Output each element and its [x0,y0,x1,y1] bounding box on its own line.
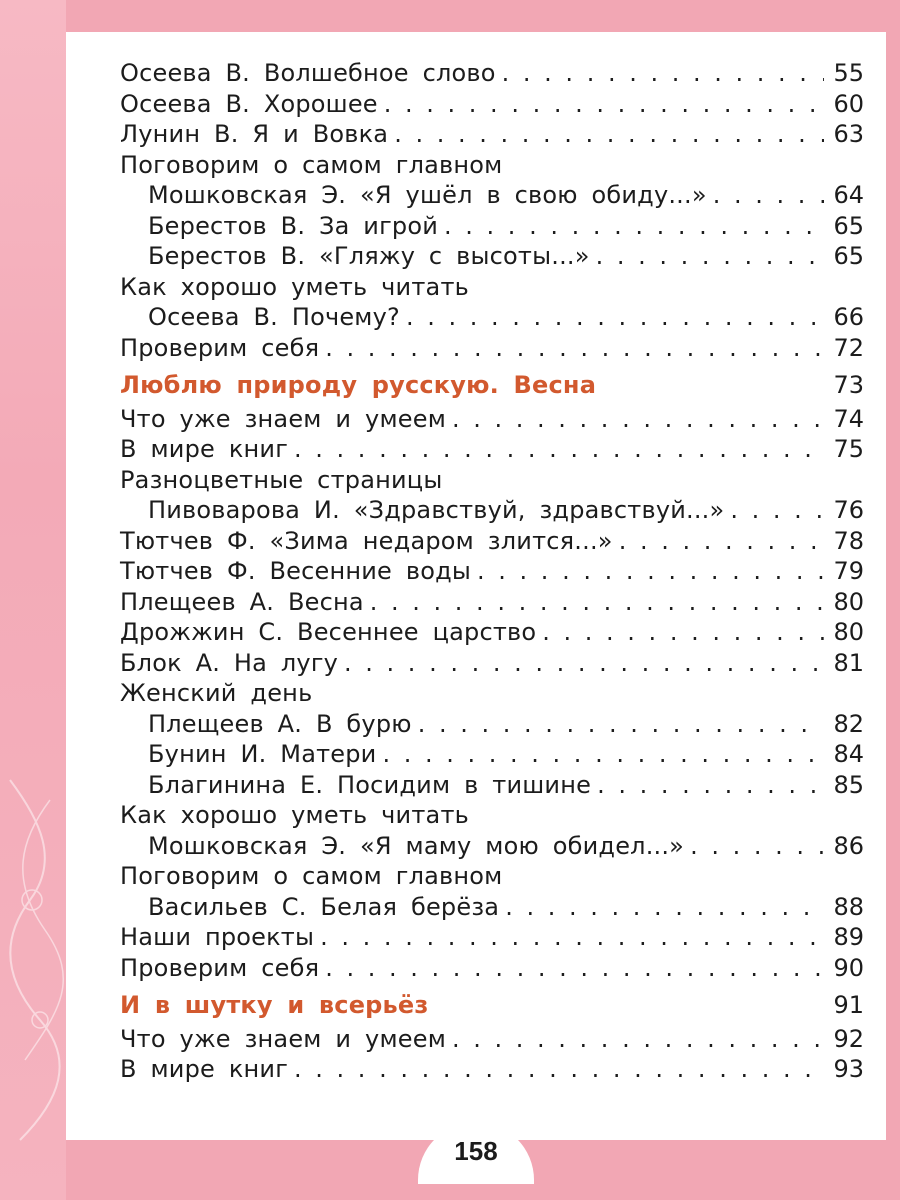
toc-entry-page: 91 [833,991,864,1019]
toc-entry-page: 88 [833,892,864,921]
toc-entry-title: Проверим себя [120,953,320,982]
toc-entry-title: Блок А. На лугу [120,648,339,677]
toc-entry-title: И в шутку и всерьёз [120,991,429,1019]
toc-group-heading [120,861,864,892]
toc-entry [120,241,864,272]
toc-section-heading [120,990,864,1021]
toc-entry-title: Что уже знаем и умеем [120,404,446,433]
dot-leader [325,333,824,364]
toc-entry-title: Наши проекты [120,923,315,951]
toc-entry-page: 75 [833,435,864,463]
dot-leader [320,922,824,953]
dot-leader [502,58,824,89]
toc-entry-page: 72 [833,333,864,362]
dot-leader [713,180,824,211]
toc-entry [120,526,864,557]
dot-leader [477,556,824,587]
toc-entry-page: 90 [833,953,864,982]
toc-entry-page: 65 [833,211,864,240]
toc-entry [120,1024,864,1055]
toc-entry [120,89,864,120]
toc-entry-title: Осеева В. Волшебное слово [120,59,496,87]
toc-entry-title: Поговорим о самом главном [120,150,503,179]
dot-leader [690,831,824,862]
toc-entry-page: 84 [833,740,864,768]
dot-leader [452,404,824,435]
toc-entry [120,770,864,801]
dot-leader [542,617,824,648]
toc-entry-page: 86 [833,831,864,860]
toc-entry-title: Тютчев Ф. «Зима недаром злится...» [120,526,613,555]
toc-group-heading [120,678,864,709]
toc-entry-title: Плещеев А. Весна [120,587,364,616]
toc-entry-page: 66 [833,303,864,331]
toc-entry [120,1054,864,1085]
dot-leader [444,211,824,242]
toc-section-heading [120,370,864,401]
toc-entry [120,617,864,648]
toc-entry-title: Берестов В. За игрой [148,211,439,240]
toc-entry [120,434,864,465]
dot-leader [597,770,824,801]
toc-entry [120,587,864,618]
dot-leader [382,739,824,770]
toc-entry-title: Люблю природу русскую. Весна [120,371,597,399]
toc-entry-title: Тютчев Ф. Весенние воды [120,557,472,585]
toc-entry [120,922,864,953]
toc-entry [120,58,864,89]
toc-entry-title: Поговорим о самом главном [120,862,503,890]
toc-entry-title: Что уже знаем и умеем [120,1024,446,1053]
toc-entry-title: В мире книг [120,435,289,463]
toc-entry-title: Лунин В. Я и Вовка [120,120,389,148]
toc-entry-page: 93 [833,1055,864,1083]
toc-entry-page: 89 [833,923,864,951]
toc-entry-title: Как хорошо уметь читать [120,272,469,301]
table-of-contents [120,58,864,1085]
toc-group-heading [120,150,864,181]
toc-entry-title: Осеева В. Почему? [148,303,400,331]
toc-entry [120,302,864,333]
toc-entry-title: Благинина Е. Посидим в тишине [148,770,592,799]
toc-entry [120,739,864,770]
dot-leader [505,892,824,923]
toc-entry-page: 80 [833,587,864,616]
page-number: 158 [454,1136,498,1166]
floral-ornament-icon [0,760,66,1200]
toc-entry-page: 64 [833,181,864,209]
dot-leader [452,1024,824,1055]
toc-entry [120,556,864,587]
toc-entry-page: 92 [833,1024,864,1053]
dot-leader [418,709,824,740]
toc-group-heading [120,272,864,303]
toc-entry [120,648,864,679]
toc-entry-page: 55 [833,59,864,87]
toc-entry-page: 82 [833,709,864,738]
toc-entry [120,831,864,862]
dot-leader [730,495,824,526]
toc-group-heading [120,465,864,496]
toc-group-heading [120,800,864,831]
toc-entry-title: Берестов В. «Гляжу с высоты...» [148,242,590,270]
toc-entry [120,953,864,984]
toc-entry [120,709,864,740]
toc-entry-page: 76 [833,496,864,524]
dot-leader [394,119,824,150]
toc-entry-title: Плещеев А. В бурю [148,709,412,738]
dot-leader [619,526,824,557]
toc-entry [120,119,864,150]
toc-entry [120,404,864,435]
toc-entry-page: 63 [833,120,864,148]
toc-entry-page: 73 [833,371,864,399]
toc-entry-page: 65 [833,242,864,270]
toc-entry-page: 78 [833,526,864,555]
toc-entry-page: 81 [833,648,864,677]
dot-leader [294,434,824,465]
toc-entry [120,211,864,242]
toc-entry-title: Осеева В. Хорошее [120,89,378,118]
toc-entry [120,333,864,364]
toc-entry-title: Женский день [120,679,313,707]
toc-entry-page: 85 [833,770,864,799]
dot-leader [325,953,824,984]
dot-leader [294,1054,824,1085]
toc-entry [120,495,864,526]
toc-entry-page: 60 [833,89,864,118]
toc-entry-page: 79 [833,557,864,585]
toc-entry [120,892,864,923]
toc-entry-title: Проверим себя [120,333,320,362]
toc-entry-title: Как хорошо уметь читать [120,801,469,829]
toc-entry [120,180,864,211]
dot-leader [384,89,824,120]
dot-leader [370,587,824,618]
toc-entry-page: 74 [833,404,864,433]
toc-entry-title: В мире книг [120,1055,289,1083]
toc-entry-title: Мошковская Э. «Я маму мою обидел...» [148,831,685,860]
dot-leader [596,241,824,272]
toc-entry-title: Пивоварова И. «Здравствуй, здравствуй...» [148,496,725,524]
toc-entry-title: Разноцветные страницы [120,465,443,494]
toc-entry-title: Мошковская Э. «Я ушёл в свою обиду...» [148,181,707,209]
toc-entry-title: Васильев С. Белая берёза [148,892,500,921]
dot-leader [406,302,824,333]
toc-entry-title: Дрожжин С. Весеннее царство [120,618,537,646]
dot-leader [344,648,824,679]
toc-entry-page: 80 [833,618,864,646]
toc-entry-title: Бунин И. Матери [148,740,377,768]
